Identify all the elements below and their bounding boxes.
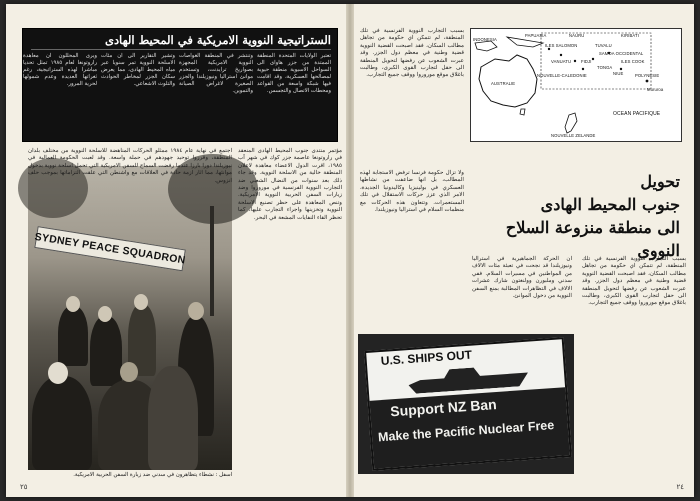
face-shape — [66, 296, 80, 312]
map-label: PAPUASIA — [525, 33, 547, 38]
map-label: NAURU — [569, 33, 585, 38]
right-body-column-2: ولا تزال حكومة فرنسا ترفض الاستجابة لهذه المطالب، بل انها ضاعفت من نشاطها العسكري في بولينيزيا وكاليدونيا الجديدة، الامر الذي عزز حركات الاستقلال في تلك المستعمرات. وتتعاون هذه الحركات مع منظمات السلام في استراليا ونيوزيلندا. — [360, 170, 464, 214]
map-label: TONGA — [597, 65, 613, 70]
face-shape — [188, 302, 204, 320]
nz-protest-banner-photo — [358, 334, 574, 474]
protest-flag — [364, 337, 572, 471]
map-label: NOUVELLE-CALEDONIE — [537, 73, 587, 78]
map-label: INDONESIA — [473, 37, 497, 42]
flag-text-2: Support NZ Ban — [389, 396, 498, 420]
person-shape — [58, 306, 88, 366]
page-number-left: ٢٥ — [20, 483, 28, 491]
sidebar-column-2: وتنتشر في المنطقة الغواصات النووية الامريكية المجهزة بصواريخ ترايدنت، وتستخدم موانئ استراليا ونيوزيلندا والجزر الصغيرة لاغراض الصيانة والتموين. — [179, 53, 253, 94]
right-body-column-1: بسبب التجارب النووية الفرنسية في تلك المنطقة، لم تتمكن اي حكومة من تجاهل مطالب السكان، فقد اصبحت القضية النووية قضية وطنية في معظم دول الجزر. وقد عبرت الشعوب عن رفضها لتحويل المنطقة الى حقل لتجارب القوى الكبرى، وطالبت باغلاق موقع موروروا ووقف جميع التجارب. — [360, 28, 464, 79]
right-body-column-4: بسبب التجارب النووية الفرنسية في تلك المنطقة، لم تتمكن اي حكومة من تجاهل مطالب السكان، فقد اصبحت القضية النووية قضية وطنية في معظم دول الجزر. وقد عبرت الشعوب عن رفضها لتحويل المنطقة الى حقل لتجارب القوى الكبرى، وطالبت باغلاق موقع موروروا ووقف جميع التجارب. — [582, 256, 686, 307]
face-shape — [98, 306, 112, 322]
map-label: SAMOA OCCIDENTAL — [599, 51, 644, 56]
left-body-column-1: مؤتمر منتدى جنوب المحيط الهادى المنعقد في راروتونغا عاصمة جزر كوك في شهر آب ١٩٨٥، اقرت الدول الاعضاء معاهدة لاعلان المنطقة خالية من الاسلحة النووية. وقد جاء ذلك بعد سنوات من النضال الشعبي ضد التجارب النووية الفرنسية في موروروا وضد زيارات السفن الحربية النووية الامريكية. وتنص المعاهدة على حظر تصنيع الاسلحة النووية وتخزينها واجراء التجارب عليها، كما تحظر القاء النفايات المشعة في البحر. — [238, 148, 342, 221]
protest-banner — [34, 226, 186, 271]
right-page — [352, 4, 694, 497]
sidebar-column-4: ويرى المحللون ان معاهدة راروتونغا لعام ١٩٨٥ تمثل تحديا مباشرا لهذه الستراتيجية، رغم ثغراتها العديدة وعدم شمولها لحرية المرور. — [23, 53, 97, 87]
photo-caption: اسفل : نشطاء يتظاهرون في سدني ضد زيارة السفن الحربية الامريكية. — [73, 472, 232, 478]
magazine-spread — [6, 4, 694, 497]
sidebar-column-3: وتشير التقارير الى ان مئات الاسلحة النووية تمر سنويا عبر مياه المحيط الهادى، مما يعرض سكان الجزر لمخاطر الحوادث والتلوث الاشعاعي. — [101, 53, 175, 87]
person-shape — [32, 376, 92, 470]
map-label: Mururoa — [647, 87, 664, 92]
map-label: FIDJI — [581, 59, 592, 64]
tree-trunk — [210, 206, 214, 316]
map-label: NIUE — [613, 71, 624, 76]
sydney-peace-squadron-photo — [28, 166, 232, 470]
map-label: KIRIBATI — [621, 33, 639, 38]
map-label: TUVALU — [595, 43, 612, 48]
face-shape — [134, 294, 148, 310]
map-label: POLYNESIE — [635, 73, 660, 78]
sidebar-column-1: تعتبر الولايات المتحدة المنطقة الممتدة من جزر هاواى الى السواحل الاسيوية منطقة حيوية لمصالحها العسكرية، وقد اقامت فيها شبكة واسعة من القواعد ومحطات الاتصال والتجسس. — [257, 53, 331, 94]
banner-text: SYDNEY PEACE SQUADRON — [33, 230, 187, 267]
map-label: VANUATU — [551, 59, 572, 64]
face-shape — [120, 362, 138, 382]
article-title — [500, 170, 680, 262]
right-body-column-3: ان الحركة الجماهيرية في استراليا ونيوزيلندا قد نجحت في تعبئة مئات الالاف من المواطنين في مسيرات السلام. ففي سدني وملبورن وولنغتون شارك عشرات الالاف في التظاهرات المطالبة بمنع السفن النووية من دخول الموانئ. — [472, 256, 572, 300]
page-number-right: ٢٤ — [676, 483, 684, 491]
flag-text-1: U.S. SHIPS OUT — [380, 347, 473, 368]
person-shape — [90, 316, 122, 386]
sidebar-title: الستراتيجية النووية الامريكية في المحيط الهادى — [31, 33, 331, 50]
person-shape — [148, 366, 198, 470]
sidebar-box — [22, 28, 338, 142]
title-line-3: الى منطقة منزوعة السلاح النووى — [505, 218, 680, 260]
left-body-intro: اجتمع في نهاية عام ١٩٨٤ ممثلو الحركات المناهضة للاسلحة النووية من مختلف بلدان المنطقة، وقرروا توحيد جهودهم في حملة واسعة. وقد لعبت الحكومة العمالية في نيوزيلندا دورا بارزا عندما رفضت السماح للسفن الامريكية التي تحمل اسلحة نووية بدخول موانئها، مما اثار ازمة حادة في العلاقات مع واشنطن التي علقت التزاماتها بموجب حلف انزوس. — [28, 148, 233, 184]
map-label: AUSTRALIE — [491, 81, 516, 86]
face-shape — [48, 362, 68, 384]
map-label: OCEAN PACIFIQUE — [613, 111, 661, 117]
left-page — [6, 4, 348, 497]
pacific-map — [470, 28, 682, 142]
title-line-1: تحويل — [640, 172, 680, 191]
flag-text-3: Make the Pacific Nuclear Free — [377, 418, 555, 445]
map-label: NOUVELLE ZELANDE — [551, 133, 596, 138]
title-line-2: جنوب المحيط الهادى — [540, 195, 680, 214]
map-label: ILES SALOMON — [545, 43, 578, 48]
warship-shape — [408, 364, 529, 394]
map-label: ILES COOK — [621, 59, 645, 64]
